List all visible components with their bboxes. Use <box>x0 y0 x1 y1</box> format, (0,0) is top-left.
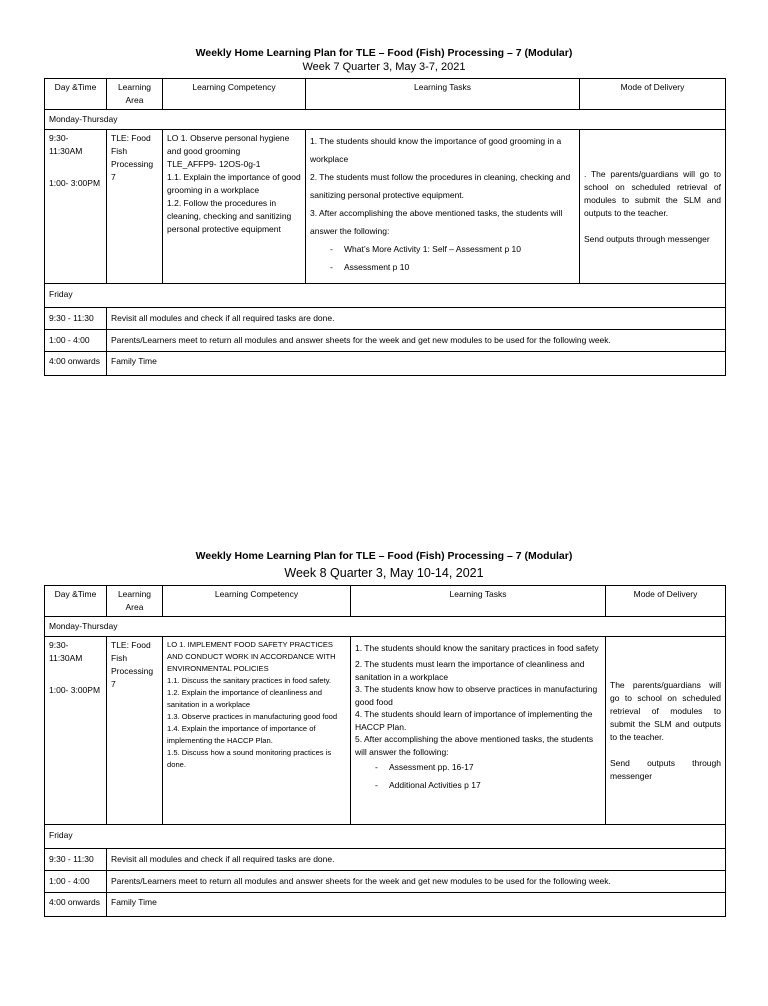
friday-row <box>45 308 726 330</box>
mode-item: The parents/guardians will go to school on scheduled retrieval of modules to submit the SLM and outputs to the teacher. <box>610 679 721 742</box>
week8-plan <box>44 550 724 917</box>
task-item: 1. The students should know the sanitary practices in food safety <box>355 643 599 653</box>
subtask-item: - What’s More Activity 1: Self – Assessment p 10 <box>330 244 522 254</box>
competency-item: TLE_AFFP9- 12OS-0g-1 <box>167 159 261 169</box>
competency-item: 1.4. Explain the importance of importance of implementing the HACCP Plan. <box>167 724 316 745</box>
competency-cell <box>163 130 306 284</box>
friday-activity: Family Time <box>107 352 726 376</box>
competency-item: 1.3. Observe practices in manufacturing good food <box>167 712 338 721</box>
friday-activity: Revisit all modules and check if all required tasks are done. <box>107 308 726 330</box>
task-item: 4. The students should learn of importance of implementing the HACCP Plan. <box>355 709 593 732</box>
friday-activity: Family Time <box>107 893 726 917</box>
friday-row <box>45 352 726 376</box>
week7-main-row <box>45 130 726 284</box>
week8-table <box>44 585 726 917</box>
header-tasks: Learning Tasks <box>306 79 580 110</box>
mode-cell <box>606 637 726 825</box>
competency-item: 1.5. Discuss how a sound monitoring practices is done. <box>167 748 332 769</box>
tasks-cell <box>306 130 580 284</box>
time-morning: 9:30- 11:30AM <box>49 640 83 663</box>
competency-item: 1.1. Discuss the sanitary practices in food safety. <box>167 676 332 685</box>
week8-main-row <box>45 637 726 825</box>
header-learning-area: Learning Area <box>107 586 163 617</box>
header-learning-area: Learning Area <box>107 79 163 110</box>
task-item: 2. The students must learn the importance of cleanliness and sanitation in a workplace <box>355 659 585 682</box>
task-item: 1. The students should know the importance of good grooming in a workplace <box>310 136 562 164</box>
week8-subtitle: Week 8 Quarter 3, May 10-14, 2021 <box>284 566 484 580</box>
header-competency: Learning Competency <box>163 586 351 617</box>
competency-item: 1.2. Follow the procedures in cleaning, checking and sanitizing personal protective equipment <box>167 198 292 234</box>
subtask-item: - Assessment pp. 16-17 <box>375 762 474 772</box>
friday-row <box>45 849 726 871</box>
friday-time: 9:30 - 11:30 <box>45 308 107 330</box>
mode-cell <box>580 130 726 284</box>
competency-item: LO 1. Observe personal hygiene and good grooming <box>167 133 290 156</box>
task-item: 3. The students know how to observe practices in manufacturing good food <box>355 684 598 707</box>
time-afternoon: 1:00- 3:00PM <box>49 178 101 188</box>
friday-row <box>45 330 726 352</box>
section-friday: Friday <box>45 825 726 849</box>
week7-plan <box>44 47 724 376</box>
subtask-item: - Assessment p 10 <box>330 262 410 272</box>
week8-monthu-row <box>45 617 726 637</box>
week7-header-row <box>45 79 726 110</box>
mode-item: Send outputs through messenger <box>610 757 721 781</box>
week8-header-row <box>45 586 726 617</box>
week7-title: Weekly Home Learning Plan for TLE – Food (Fish) Processing – 7 (Modular) <box>195 47 573 59</box>
friday-row <box>45 893 726 917</box>
task-item: 5. After accomplishing the above mentioned tasks, the students will answer the following: <box>355 734 594 757</box>
header-mode: Mode of Delivery <box>580 79 726 110</box>
week7-table <box>44 78 726 376</box>
learning-area: TLE: Food Fish Processing 7 <box>107 637 163 825</box>
header-mode: Mode of Delivery <box>606 586 726 617</box>
week7-friday-row <box>45 284 726 308</box>
friday-time: 1:00 - 4:00 <box>45 871 107 893</box>
subtask-item: - Additional Activities p 17 <box>375 780 481 790</box>
task-item: 3. After accomplishing the above mentioned tasks, the students will answer the following: <box>310 208 563 236</box>
week7-subtitle: Week 7 Quarter 3, May 3-7, 2021 <box>302 61 466 73</box>
friday-time: 4:00 onwards <box>45 893 107 917</box>
week8-title: Weekly Home Learning Plan for TLE – Food (Fish) Processing – 7 (Modular) <box>195 550 573 562</box>
friday-activity: Parents/Learners meet to return all modules and answer sheets for the week and get new modules to be used for the following week. <box>107 330 726 352</box>
week8-friday-row <box>45 825 726 849</box>
friday-row <box>45 871 726 893</box>
header-competency: Learning Competency <box>163 79 306 110</box>
task-item: 2. The students must follow the procedures in cleaning, checking and sanitizing personal protective equipment. <box>310 172 571 200</box>
learning-area: TLE: Food Fish Processing 7 <box>107 130 163 284</box>
competency-item: 1.2. Explain the importance of cleanliness and sanitation in a workplace <box>167 688 322 709</box>
competency-cell <box>163 637 351 825</box>
header-tasks: Learning Tasks <box>351 586 606 617</box>
header-day-time: Day &Time <box>45 79 107 110</box>
tasks-cell <box>351 637 606 825</box>
friday-time: 4:00 onwards <box>45 352 107 376</box>
header-day-time: Day &Time <box>45 586 107 617</box>
friday-time: 9:30 - 11:30 <box>45 849 107 871</box>
section-friday: Friday <box>45 284 726 308</box>
friday-time: 1:00 - 4:00 <box>45 330 107 352</box>
time-cell <box>45 637 107 825</box>
section-monday-thursday: Monday-Thursday <box>45 110 726 130</box>
time-morning: 9:30- 11:30AM <box>49 133 83 156</box>
friday-activity: Revisit all modules and check if all required tasks are done. <box>107 849 726 871</box>
time-afternoon: 1:00- 3:00PM <box>49 685 101 695</box>
time-cell <box>45 130 107 284</box>
mode-item: Send outputs through messenger <box>584 233 710 244</box>
friday-activity: Parents/Learners meet to return all modules and answer sheets for the week and get new modules to be used for the following week. <box>107 871 726 893</box>
competency-item: 1.1. Explain the importance of good grooming in a workplace <box>167 172 301 195</box>
mode-item: . The parents/guardians will go to school on scheduled retrieval of modules to submit the SLM and outputs to the teacher. <box>584 168 721 218</box>
section-monday-thursday: Monday-Thursday <box>45 617 726 637</box>
competency-item: LO 1. IMPLEMENT FOOD SAFETY PRACTICES AND CONDUCT WORK IN ACCORDANCE WITH ENVIRONMENTAL POLICIES <box>167 640 336 673</box>
week7-monthu-row <box>45 110 726 130</box>
